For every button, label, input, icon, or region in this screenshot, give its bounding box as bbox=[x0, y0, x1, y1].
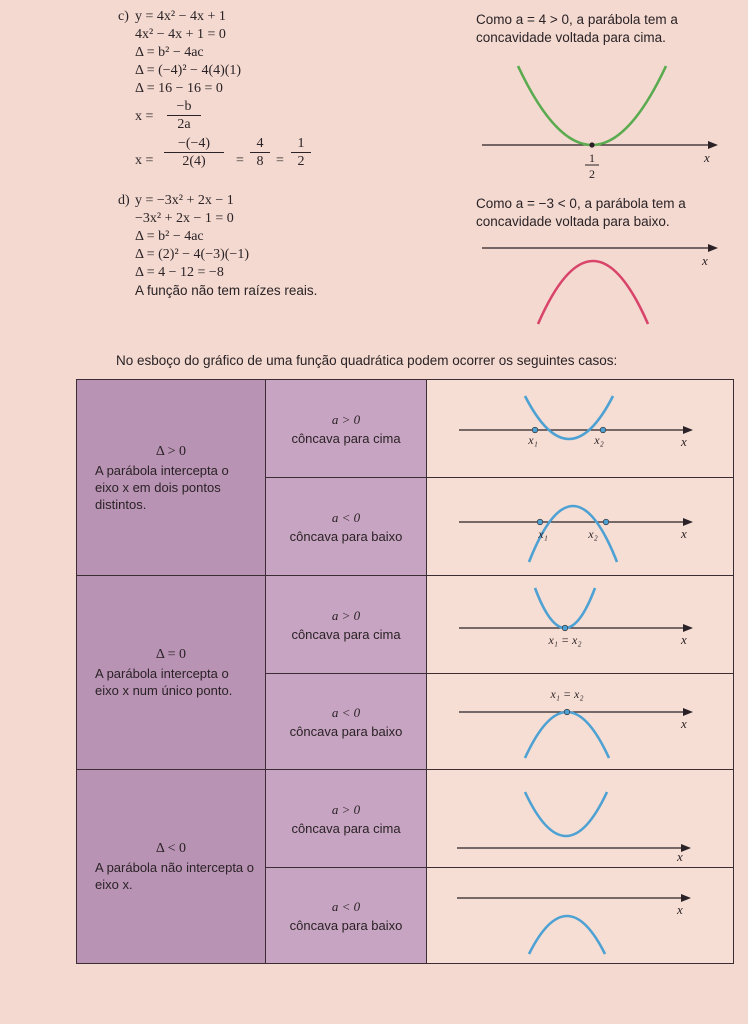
concavity-cell bbox=[266, 770, 427, 868]
root-2-label: x₂ bbox=[594, 433, 604, 447]
example-d-line-3: Δ = b² − 4ac bbox=[135, 229, 204, 244]
delta-condition: Δ = 0 bbox=[155, 647, 187, 662]
root-1-point bbox=[532, 427, 538, 433]
example-d-line-2: −3x² + 2x − 1 = 0 bbox=[135, 211, 234, 226]
root-1-label: x₁ bbox=[528, 433, 538, 447]
x-axis-label: x bbox=[681, 716, 687, 731]
concavity-cell bbox=[266, 478, 427, 576]
no-root-up-graph bbox=[427, 770, 727, 862]
root-2-point bbox=[600, 427, 606, 433]
x-axis-arrow bbox=[708, 244, 718, 252]
example-c-line-5: Δ = 16 − 16 = 0 bbox=[135, 81, 223, 96]
concavity-label: côncava para cima bbox=[291, 820, 401, 836]
example-c-result-fraction-1 bbox=[164, 135, 224, 170]
one-root-up-graph bbox=[427, 576, 727, 668]
example-c-result-fraction-2 bbox=[250, 135, 270, 170]
example-d-line-4: Δ = (2)² − 4(−3)(−1) bbox=[135, 247, 249, 262]
delta-condition: Δ > 0 bbox=[155, 443, 187, 459]
concavity-label: côncava para baixo bbox=[289, 917, 403, 933]
fraction-numerator: 4 bbox=[250, 135, 270, 153]
a-condition: a < 0 bbox=[331, 898, 361, 914]
concavity-cell bbox=[266, 674, 427, 770]
example-c-line-3: Δ = b² − 4ac bbox=[135, 45, 204, 60]
example-c-result-fraction-3 bbox=[291, 135, 311, 170]
downward-parabola bbox=[529, 916, 605, 954]
x-axis-arrow bbox=[683, 518, 693, 526]
fraction-denominator: 2a bbox=[177, 117, 191, 132]
x-axis-label: x bbox=[681, 526, 687, 541]
double-root-label: x₁ = x₂ bbox=[550, 687, 584, 701]
root-1-point bbox=[537, 519, 543, 525]
example-c-formula-fraction bbox=[167, 98, 201, 133]
a-condition: a < 0 bbox=[331, 704, 361, 720]
double-root-label: x₁ = x₂ bbox=[548, 633, 582, 647]
example-c-formula-lhs: x = bbox=[135, 109, 154, 124]
fraction-numerator: −b bbox=[167, 98, 201, 116]
x-axis-label: x bbox=[702, 253, 708, 268]
fraction-denominator: 2 bbox=[297, 154, 305, 169]
two-roots-down-graph bbox=[427, 478, 727, 570]
example-c-note: Como a = 4 > 0, a parábola tem a concavidade voltada para cima. bbox=[476, 12, 678, 45]
x-axis-arrow bbox=[683, 708, 693, 716]
delta-positive-cell bbox=[77, 380, 266, 576]
upward-parabola bbox=[535, 588, 595, 628]
graph-cell bbox=[427, 868, 734, 964]
downward-parabola bbox=[538, 261, 648, 324]
example-c-graph bbox=[476, 56, 726, 186]
root-1-label: x₁ bbox=[538, 527, 548, 541]
example-d-line-1: y = −3x² + 2x − 1 bbox=[135, 193, 234, 208]
a-condition: a < 0 bbox=[331, 509, 361, 525]
x-axis-label: x bbox=[704, 150, 710, 165]
a-condition: a > 0 bbox=[331, 411, 361, 427]
delta-negative-cell bbox=[77, 770, 266, 964]
vertex-label-denominator: 2 bbox=[589, 167, 595, 181]
fraction-denominator: 2(4) bbox=[182, 154, 206, 169]
delta-description: A parábola não intercepta o eixo x. bbox=[95, 860, 255, 892]
concavity-label: côncava para baixo bbox=[289, 528, 403, 544]
example-c-line-1: y = 4x² − 4x + 1 bbox=[135, 9, 226, 24]
concavity-cell bbox=[266, 868, 427, 964]
x-axis-arrow bbox=[708, 141, 718, 149]
upward-parabola bbox=[525, 792, 607, 836]
cases-intro: No esboço do gráfico de uma função quadrática podem ocorrer os seguintes casos: bbox=[116, 353, 618, 368]
example-c-result-lhs: x = bbox=[135, 153, 154, 168]
root-2-point bbox=[603, 519, 609, 525]
root-2-label: x₂ bbox=[588, 527, 598, 541]
example-d-label: d) bbox=[118, 193, 130, 208]
x-axis-label: x bbox=[677, 849, 683, 862]
table-row bbox=[77, 770, 734, 868]
graph-cell bbox=[427, 380, 734, 478]
two-roots-up-graph bbox=[427, 380, 727, 472]
a-condition: a > 0 bbox=[331, 607, 361, 623]
x-axis-label: x bbox=[677, 902, 683, 917]
graph-cell bbox=[427, 674, 734, 770]
table-row bbox=[77, 380, 734, 478]
double-root-point bbox=[564, 709, 570, 715]
graph-cell bbox=[427, 770, 734, 868]
delta-description: A parábola intercepta o eixo x em dois pontos distintos. bbox=[95, 462, 229, 512]
concavity-cell bbox=[266, 380, 427, 478]
delta-description: A parábola intercepta o eixo x num único ponto. bbox=[95, 666, 233, 698]
x-axis-arrow bbox=[683, 426, 693, 434]
one-root-down-graph bbox=[427, 674, 727, 764]
x-axis-label: x bbox=[681, 434, 687, 449]
a-condition: a > 0 bbox=[331, 801, 361, 817]
example-c-eq-2: = bbox=[276, 153, 284, 168]
example-c-label: c) bbox=[118, 9, 129, 24]
example-d-conclusion: A função não tem raízes reais. bbox=[135, 283, 318, 298]
fraction-numerator: −(−4) bbox=[164, 135, 224, 153]
fraction-numerator: 1 bbox=[291, 135, 311, 153]
example-c-eq-1: = bbox=[236, 153, 244, 168]
delta-condition: Δ < 0 bbox=[155, 841, 187, 856]
concavity-cell bbox=[266, 576, 427, 674]
example-d-line-5: Δ = 4 − 12 = −8 bbox=[135, 265, 224, 280]
no-root-down-graph bbox=[427, 868, 727, 958]
x-axis-arrow bbox=[681, 894, 691, 902]
double-root-point bbox=[562, 625, 568, 631]
concavity-label: côncava para cima bbox=[291, 430, 401, 446]
example-c-line-2: 4x² − 4x + 1 = 0 bbox=[135, 27, 226, 42]
fraction-denominator: 8 bbox=[256, 154, 264, 169]
example-d-note: Como a = −3 < 0, a parábola tem a concavidade voltada para baixo. bbox=[476, 196, 686, 229]
vertex-point bbox=[589, 142, 594, 147]
x-axis-label: x bbox=[681, 632, 687, 647]
quadratic-cases-table bbox=[76, 379, 734, 964]
table-row bbox=[77, 576, 734, 674]
concavity-label: côncava para baixo bbox=[289, 723, 403, 739]
concavity-label: côncava para cima bbox=[291, 626, 401, 642]
example-d-graph bbox=[476, 236, 726, 332]
vertex-label-numerator: 1 bbox=[589, 151, 595, 165]
x-axis-arrow bbox=[683, 624, 693, 632]
example-c-line-4: Δ = (−4)² − 4(4)(1) bbox=[135, 63, 242, 78]
downward-parabola bbox=[525, 712, 609, 758]
graph-cell bbox=[427, 478, 734, 576]
delta-zero-cell bbox=[77, 576, 266, 770]
graph-cell bbox=[427, 576, 734, 674]
upward-parabola bbox=[518, 66, 666, 145]
